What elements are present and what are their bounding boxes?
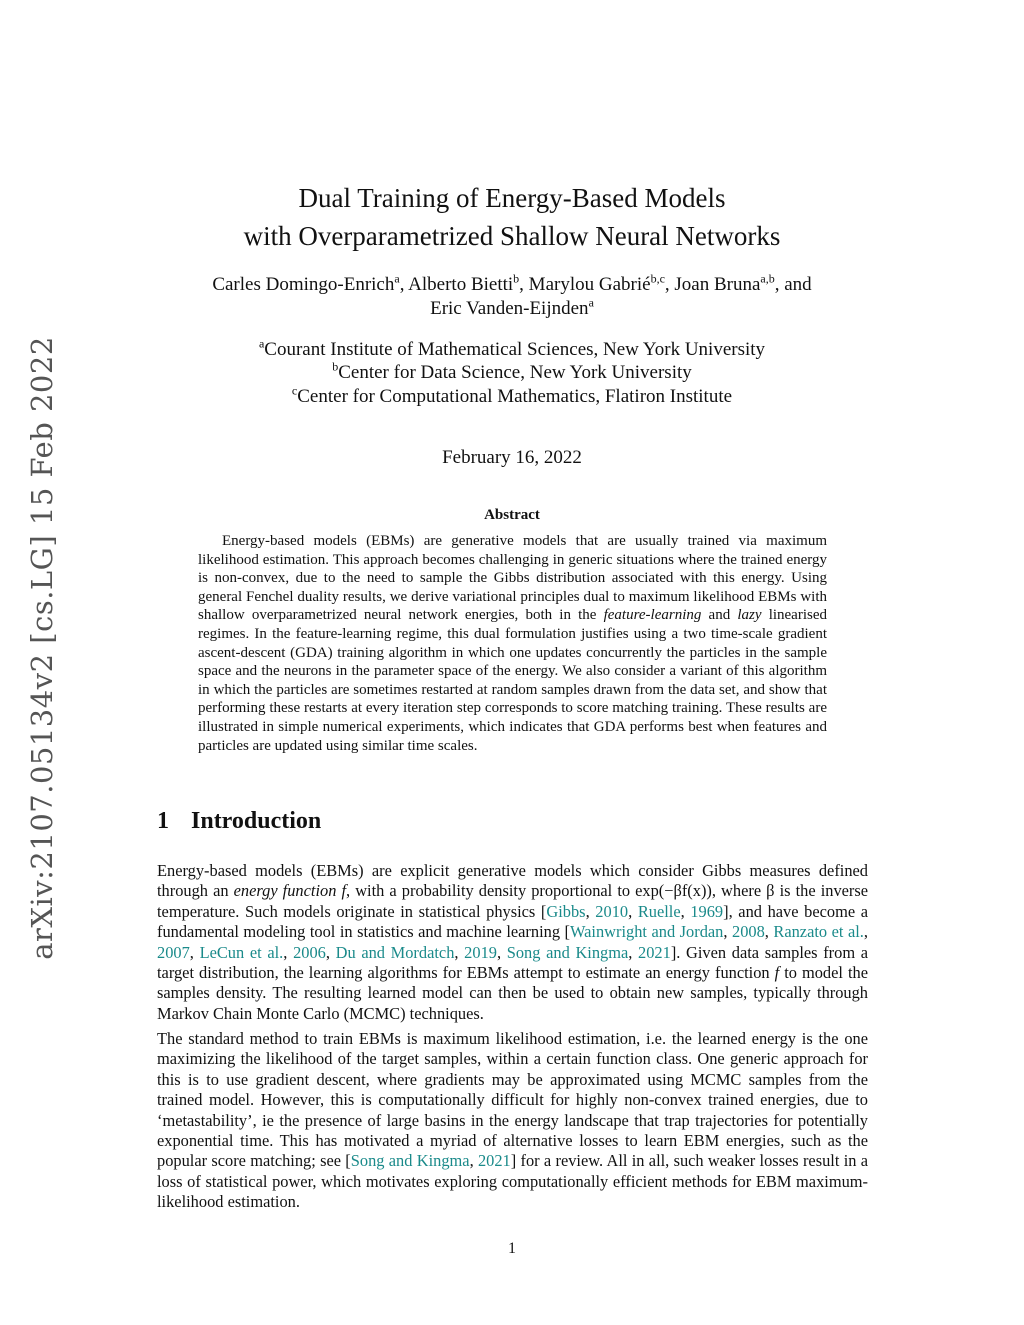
abstract-emphasis: lazy xyxy=(737,607,762,624)
affiliation-text: Center for Data Science, New York University xyxy=(338,362,692,383)
paper-title-line-2: with Overparametrized Shallow Neural Networks xyxy=(243,221,781,251)
affiliation-text: Center for Computational Mathematics, Flatiron Institute xyxy=(297,386,733,407)
citation-year-link[interactable]: 2010 xyxy=(595,901,629,921)
citation-link[interactable]: Wainwright and Jordan xyxy=(570,922,724,942)
citation-link[interactable]: LeCun et al. xyxy=(199,942,284,962)
affiliation-c xyxy=(0,385,1024,409)
author-name: Carles Domingo-Enrich xyxy=(212,274,395,295)
abstract-emphasis: feature-learning xyxy=(603,607,702,624)
intro-paragraph-2: The standard method to train EBMs is maximum likelihood estimation, i.e. the learned energy is the one maximizing the likelihood of the target samples, within a certain function class. One generic approach for this is to use gradient descent, where gradients may be approximated using MCMC samples from the trained model. However, this is computationally difficult for highly non-convex trained energies, due to ‘metastability’, ie the presence of large basins in the energy landscape that trap trajectories for potentially exponential time. This has motivated a myriad of alternative losses to learn EBM energies, such as the popular score matching; see [Song and Kingma, 2021] for a review. All in all, such weaker losses result in a loss of statistical power, which motivates exploring computationally efficient methods for EBM maximum-likelihood estimation. xyxy=(157,1029,869,1212)
citation-link[interactable]: Gibbs xyxy=(546,901,586,921)
citation-year-link[interactable]: 1969 xyxy=(690,901,724,921)
paper-title-line-1: Dual Training of Energy-Based Models xyxy=(298,183,726,213)
author-name: Alberto Bietti xyxy=(408,274,514,295)
author-affiliation-mark: a,b xyxy=(760,271,775,286)
citation-link[interactable]: Song and Kingma xyxy=(350,1151,470,1171)
citation-year-link[interactable]: 2007 xyxy=(157,942,190,962)
author-list-line-2 xyxy=(0,297,1024,321)
citation-link[interactable]: Du and Mordatch xyxy=(335,942,455,962)
body-text: The standard method to train EBMs is maximum likelihood estimation, i.e. the learned energy is the one maximizing the likelihood of the target samples, within a certain function class. One generic approach for this is to use gradient descent, where gradients may be approximated using MCMC samples from the trained model. However, this is computationally difficult for highly non-convex trained energies, due to ‘metastability’, ie the presence of large basins in the energy landscape that trap trajectories for potentially exponential time. This has motivated a myriad of alternative losses to learn EBM energies, such as the popular score matching; see [ xyxy=(157,1029,868,1171)
section-heading xyxy=(157,808,321,835)
citation-link[interactable]: Song and Kingma xyxy=(506,942,629,962)
intro-paragraph-1: Energy-based models (EBMs) are explicit generative models which consider Gibbs measures defined through an energy function f, with a probability density proportional to exp(−βf(x)), where β is the inverse temperature. Such models originate in statistical physics [Gibbs, 2010, Ruelle, 1969], and have become a fundamental modeling tool in statistics and machine learning [Wainwright and Jordan, 2008, Ranzato et al., 2007, LeCun et al., 2006, Du and Mordatch, 2019, Song and Kingma, 2021]. Given data samples from a target distribution, the learning algorithms for EBMs attempt to estimate an energy function f to model the samples density. The resulting learned model can then be used to obtain new samples, typically through Markov Chain Monte Carlo (MCMC) techniques. xyxy=(157,861,869,1023)
body-emphasis: f xyxy=(774,963,780,983)
affiliation-mark: b xyxy=(332,359,339,374)
abstract-body xyxy=(198,532,827,755)
body-text: ] for a review. All in all, such weaker losses result in a loss of statistical power, which motivates exploring computationally efficient methods for EBM maximum-likelihood estimation. xyxy=(157,1151,869,1212)
body-emphasis: energy function f xyxy=(233,881,347,901)
author-separator: , and xyxy=(774,274,812,295)
affiliation-mark: a xyxy=(258,336,265,351)
citation-year-link[interactable]: 2006 xyxy=(293,942,326,962)
citation-link[interactable]: Ranzato et al. xyxy=(773,922,864,942)
author-affiliation-mark: b,c xyxy=(650,271,665,286)
body-text: Energy-based models (EBMs) are explicit generative models which consider Gibbs measures defined through an xyxy=(157,861,868,901)
author-separator: , xyxy=(519,274,529,295)
author-affiliation-mark: b xyxy=(513,271,520,286)
affiliation-a xyxy=(0,338,1024,362)
citation-year-link[interactable]: 2021 xyxy=(638,942,671,962)
section-number: 1 xyxy=(157,808,169,834)
citation-year-link[interactable]: 2021 xyxy=(477,1151,511,1171)
author-name: Eric Vanden-Eijnden xyxy=(430,298,589,319)
author-name: Marylou Gabrié xyxy=(528,274,651,295)
citation-link[interactable]: Ruelle xyxy=(637,901,681,921)
body-text: ]. Given data samples from a target distribution, the learning algorithms for EBMs attempt to estimate an energy function xyxy=(157,942,869,983)
author-name: Joan Bruna xyxy=(674,274,761,295)
paper-date: February 16, 2022 xyxy=(442,447,582,468)
author-list xyxy=(0,273,1024,297)
affiliation-mark: c xyxy=(291,383,298,398)
author-separator: , xyxy=(399,274,409,295)
abstract-heading: Abstract xyxy=(484,507,540,523)
page-number: 1 xyxy=(508,1240,516,1257)
author-affiliation-mark: a xyxy=(588,295,594,310)
author-affiliation-mark: a xyxy=(394,271,400,286)
citation-year-link[interactable]: 2019 xyxy=(464,942,497,962)
author-separator: , xyxy=(664,274,675,295)
affiliation-text: Courant Institute of Mathematical Sciences, New York University xyxy=(264,339,766,360)
citation-year-link[interactable]: 2008 xyxy=(732,922,765,942)
abstract-text: and xyxy=(701,607,738,624)
abstract-text: linearised regimes. In the feature-learning regime, this dual formulation justifies using a two time-scale gradient ascent-descent (GDA) training algorithm in which one updates concurrently the particles in the sample space and the neurons in the parameter space of the energy. We also consider a variant of this algorithm in which the particles are sometimes restarted at random samples drawn from the data set, and show that performing these restarts at every iteration step corresponds to score matching training. These results are illustrated in simple numerical experiments, which indicates that GDA performs best when features and particles are updated using similar time scales. xyxy=(198,607,827,754)
body-text: to model the samples density. The resulting learned model can then be used to obtain new samples, typically through Markov Chain Monte Carlo (MCMC) techniques. xyxy=(157,963,868,1023)
arxiv-identifier: arXiv:2107.05134v2 [cs.LG] 15 Feb 2022 xyxy=(25,336,59,960)
body-text: , with a probability density proportional to exp(−βf(x)), where β is the inverse temperature. Such models originate in statistical physics [ xyxy=(157,881,869,921)
body-text: ], and have become a fundamental modeling tool in statistics and machine learning [ xyxy=(157,901,869,942)
section-title: Introduction xyxy=(191,808,322,834)
affiliation-b xyxy=(0,361,1024,385)
abstract-text: Energy-based models (EBMs) are generative models that are usually trained via maximum likelihood estimation. This approach becomes challenging in generic situations where the trained energy is non-convex, due to the need to sample the Gibbs distribution associated with this energy. Using general Fenchel duality results, we derive variational principles dual to maximum likelihood EBMs with shallow overparametrized neural network energies, both in the xyxy=(198,533,827,624)
